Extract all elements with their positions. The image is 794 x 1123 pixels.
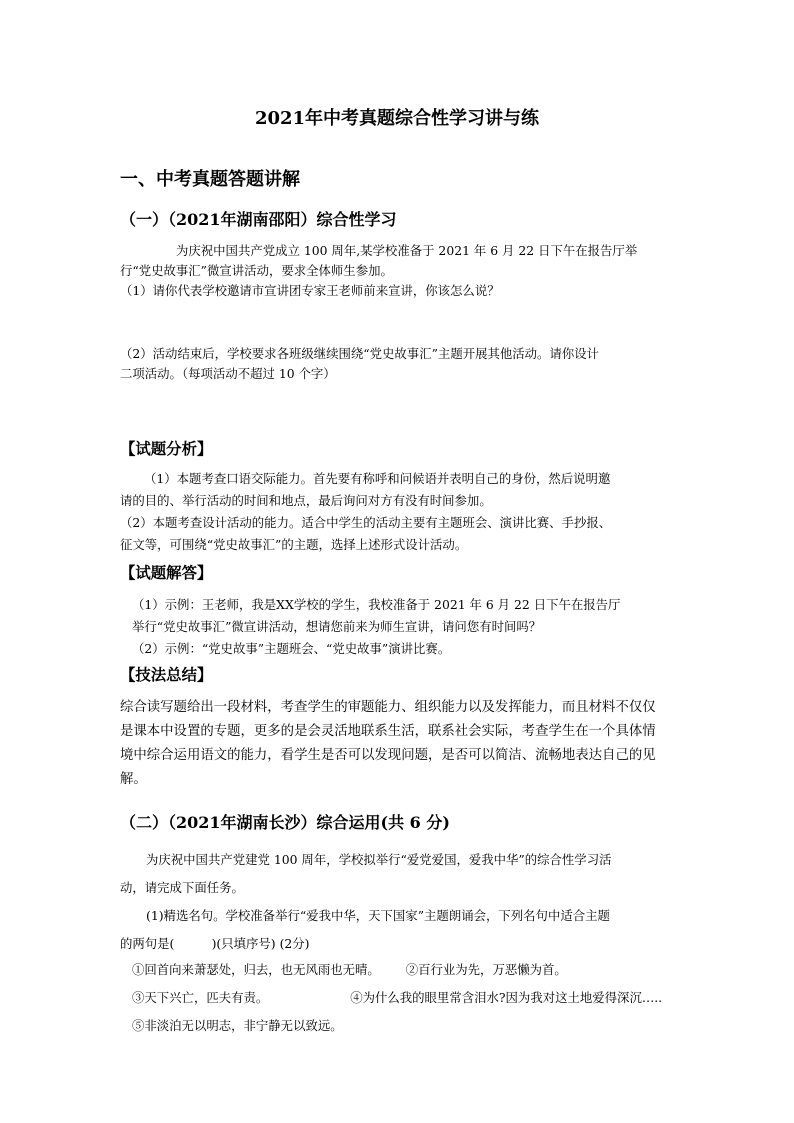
summary-line: 境中综合运用语文的能力，看学生是否可以发现问题，是否可以简洁、流畅地表达自己的见 xyxy=(120,748,656,763)
question-1-task-1: （1）请你代表学校邀请市宣讲团专家王老师前来宣讲，你该怎么说？ xyxy=(120,283,500,298)
section-heading-explanation: 一、中考真题答题讲解 xyxy=(120,169,300,190)
question-1-intro-line1: 为庆祝中国共产党成立 100 周年,某学校准备于 2021 年 6 月 22 日下午在报告厅举 xyxy=(176,243,638,258)
answer-2: （2）示例：“党史故事”主题班会、“党史故事”演讲比赛。 xyxy=(132,641,451,656)
summary-line: 综合读写题给出一段材料，考查学生的审题能力、组织能力以及发挥能力，而且材料不仅仅 xyxy=(120,700,656,715)
summary-line: 是课本中设置的专题，更多的是会灵活地联系生活，联系社会实际，考查学生在一个具体情 xyxy=(120,724,656,739)
question-1-task-2-line2: 二项活动。（每项活动不超过 10 个字） xyxy=(120,366,336,381)
analysis-1-line1: （1）本题考查口语交际能力。首先要有称呼和问候语并表明自己的身份，然后说明邀 xyxy=(144,471,611,486)
option-item: ④为什么我的眼里常含泪水?因为我对这土地爱得深沉….. xyxy=(350,990,663,1005)
answer-1-line2: 举行“党史故事汇”微宣讲活动，想请您前来为师生宣讲，请问您有时间吗？ xyxy=(132,619,542,634)
analysis-1-line2: 请的目的、举行活动的时间和地点，最后询问对方有没有时间参加。 xyxy=(120,493,492,508)
summary-line: 解。 xyxy=(120,772,147,787)
answer-1-line1: （1）示例：王老师，我是XX学校的学生，我校准备于 2021 年 6 月 22 日下午在报告厅 xyxy=(132,597,621,612)
document-title: 2021年中考真题综合性学习讲与练 xyxy=(254,108,540,129)
option-item: ①回首向来萧瑟处，归去，也无风雨也无晴。 xyxy=(132,962,380,977)
question-1-task-2-line1: （2）活动结束后，学校要求各班级继续围绕“党史故事汇”主题开展其他活动。请你设计 xyxy=(120,346,600,361)
option-item: ⑤非淡泊无以明志，非宁静无以致远。 xyxy=(132,1018,343,1033)
question-1-intro-line2: 行“党史故事汇”微宣讲活动，要求全体师生参加。 xyxy=(120,263,393,278)
summary-body xyxy=(120,696,680,792)
option-row xyxy=(120,956,680,984)
analysis-2-line1: （2）本题考查设计活动的能力。适合中学生的活动主要有主题班会、演讲比赛、手抄报、 xyxy=(120,515,612,530)
question-1-task-2 xyxy=(120,344,680,384)
question-2-heading: （二）（2021年湖南长沙）综合运用(共 6 分) xyxy=(120,813,450,832)
analysis-2-line2: 征文等，可围绕“党史故事汇”的主题，选择上述形式设计活动。 xyxy=(120,537,468,552)
analysis-body xyxy=(120,468,680,556)
question-1-intro xyxy=(120,241,680,301)
question-2-intro-line1: 为庆祝中国共产党建党 100 周年，学校拟举行“爱党爱国，爱我中华”的综合性学习活 xyxy=(146,852,612,867)
question-2-options xyxy=(120,956,680,1040)
option-row xyxy=(120,984,680,1012)
option-item: ③天下兴亡，匹夫有责。 xyxy=(132,990,269,1005)
question-2-intro-line2: 动，请完成下面任务。 xyxy=(120,880,244,895)
option-row xyxy=(120,1012,680,1040)
analysis-heading: 【试题分析】 xyxy=(120,440,213,458)
question-1-heading: （一）（2021年湖南邵阳）综合性学习 xyxy=(120,210,397,229)
question-2-task-1-line2: 的两句是( )(只填序号) (2分) xyxy=(120,936,310,951)
answer-body xyxy=(120,594,680,660)
option-item: ②百行业为先，万恶懒为首。 xyxy=(405,962,567,977)
question-2-intro xyxy=(120,846,680,958)
summary-heading: 【技法总结】 xyxy=(120,666,213,684)
answer-heading: 【试题解答】 xyxy=(120,564,213,582)
question-2-task-1-line1: (1)精选名句。学校准备举行“爱我中华，天下国家”主题朗诵会，下列名句中适合主题 xyxy=(146,908,610,923)
